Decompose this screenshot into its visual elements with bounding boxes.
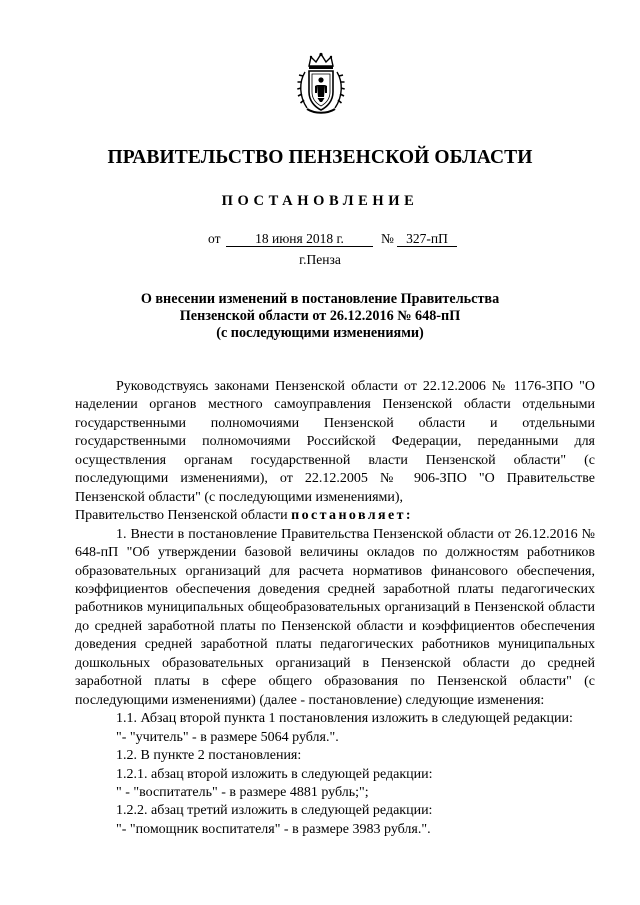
government-title: ПРАВИТЕЛЬСТВО ПЕНЗЕНСКОЙ ОБЛАСТИ xyxy=(107,147,533,168)
resolves-line xyxy=(75,507,595,525)
resolves-prefix: Правительство Пензенской области xyxy=(75,508,288,524)
preamble-paragraph: Руководствуясь законами Пензенской области от 22.12.2006 № 1176-ЗПО "О наделении органов местного самоуправления Пензенской области отдельными государственными полномочиями Пензенской области и отдельными государственными полномочиями Российской Федерации, переданными для осуществления органам государственной власти Пензенской области" (с последующими изменениями), от 22.12.2005 № 906-ЗПО "О Правительстве Пензенской области" (с последующими изменениями), xyxy=(75,379,595,505)
subject-line-3: (с последующими изменениями) xyxy=(216,325,424,341)
document-subject xyxy=(0,291,640,342)
document-body xyxy=(75,378,595,839)
item-1-2-1-text: " - "воспитатель" - в размере 4881 рубль;"; xyxy=(116,784,369,800)
subject-line-2: Пензенской области от 26.12.2016 № 648-пП xyxy=(179,308,461,324)
document-date: 18 июня 2018 г. xyxy=(226,231,373,247)
item-1-2-2: 1.2.2. абзац третий изложить в следующей редакции: xyxy=(116,803,433,819)
document-number: 327-пП xyxy=(397,231,457,247)
city-name: г.Пенза xyxy=(299,252,341,267)
item-1-1-text: "- "учитель" - в размере 5064 рубля.". xyxy=(116,729,339,745)
item-1-paragraph: 1. Внести в постановление Правительства Пензенской области от 26.12.2016 № 648-пП "Об утверждении базовой величины окладов по должностям работников образовательных организаций для расчета нормативов финансового обеспечения, коэффициентов обеспечения доведения средней заработной платы педагогических работников муниципальных общеобразовательных организаций в Пензенской области до средней заработной платы по Пензенской области и коэффициентов обеспечения доведения средней заработной платы педагогических работников муниципальных дошкольных образовательных организаций в Пензенской области до средней заработной платы в сфере общего образования по Пензенской области" (с последующими изменениями) (далее - постановление) следующие изменения: xyxy=(75,526,595,708)
document-type: ПОСТАНОВЛЕНИЕ xyxy=(221,193,419,209)
date-number-line xyxy=(0,231,640,249)
subject-line-1: О внесении изменений в постановление Правительства xyxy=(140,291,500,307)
number-prefix: № xyxy=(381,231,394,246)
item-1-2-2-text: "- "помощник воспитателя" - в размере 3983 рубля.". xyxy=(116,821,431,837)
resolves-word: постановляет: xyxy=(291,508,413,524)
date-prefix: от xyxy=(208,231,221,246)
item-1-2-1: 1.2.1. абзац второй изложить в следующей редакции: xyxy=(116,766,433,782)
coat-of-arms-icon xyxy=(297,52,345,116)
item-1-1: 1.1. Абзац второй пункта 1 постановления изложить в следующей редакции: xyxy=(116,711,573,727)
item-1-2: 1.2. В пункте 2 постановления: xyxy=(116,748,302,764)
